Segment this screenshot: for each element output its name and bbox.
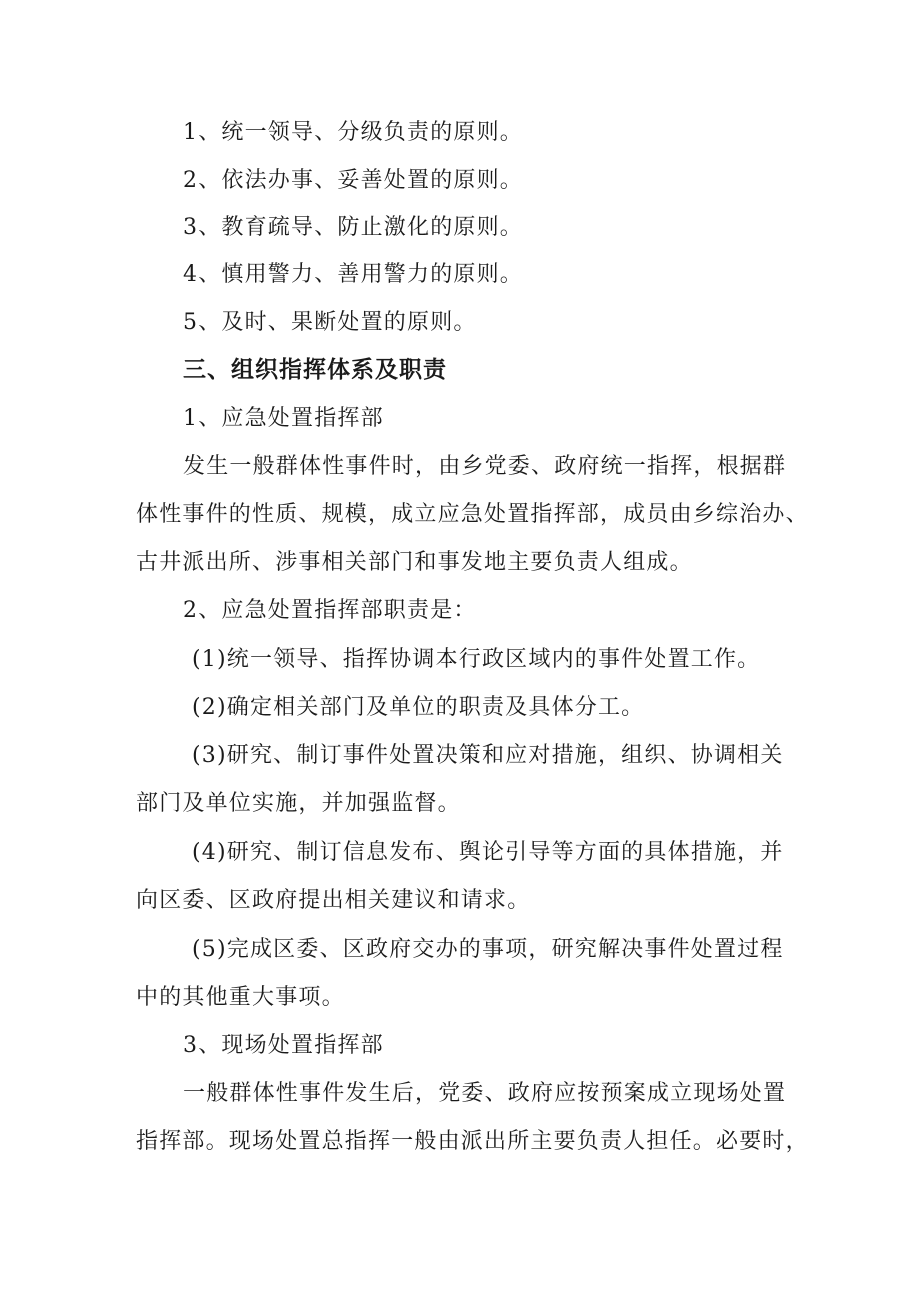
duty-5-line: 中的其他重大事项。 bbox=[136, 985, 345, 1010]
paragraph-line: 发生一般群体性事件时，由乡党委、政府统一指挥，根据群 bbox=[183, 454, 787, 479]
subsection-1-title: 1、应急处置指挥部 bbox=[183, 406, 384, 431]
duty-3-line: 部门及单位实施，并加强监督。 bbox=[136, 791, 461, 816]
paragraph-line: 体性事件的性质、规模，成立应急处置指挥部，成员由乡综治办、 bbox=[136, 502, 809, 527]
principle-1: 1、统一领导、分级负责的原则。 bbox=[183, 120, 523, 145]
principle-5: 5、及时、果断处置的原则。 bbox=[183, 310, 477, 335]
principle-4: 4、慎用警力、善用警力的原则。 bbox=[183, 262, 523, 287]
principle-2: 2、依法办事、妥善处置的原则。 bbox=[183, 168, 523, 193]
duty-5-line: (5)完成区委、区政府交办的事项，研究解决事件处置过程 bbox=[192, 937, 784, 962]
subsection-3-title: 3、现场处置指挥部 bbox=[183, 1033, 384, 1058]
duty-4-line: (4)研究、制订信息发布、舆论引导等方面的具体措施，并 bbox=[192, 840, 784, 865]
duty-3-line: (3)研究、制订事件处置决策和应对措施，组织、协调相关 bbox=[192, 743, 784, 768]
duty-4-line: 向区委、区政府提出相关建议和请求。 bbox=[136, 888, 531, 913]
paragraph-line: 指挥部。现场处置总指挥一般由派出所主要负责人担任。必要时， bbox=[136, 1129, 809, 1154]
paragraph-line: 古井派出所、涉事相关部门和事发地主要负责人组成。 bbox=[136, 550, 693, 575]
section-heading: 三、组织指挥体系及职责 bbox=[183, 357, 447, 383]
duty-2: (2)确定相关部门及单位的职责及具体分工。 bbox=[192, 695, 645, 720]
principle-3: 3、教育疏导、防止激化的原则。 bbox=[183, 215, 523, 240]
paragraph-line: 一般群体性事件发生后，党委、政府应按预案成立现场处置 bbox=[183, 1081, 787, 1106]
subsection-2-title: 2、应急处置指挥部职责是： bbox=[183, 598, 477, 623]
duty-1: (1)统一领导、指挥协调本行政区域内的事件处置工作。 bbox=[192, 647, 761, 672]
